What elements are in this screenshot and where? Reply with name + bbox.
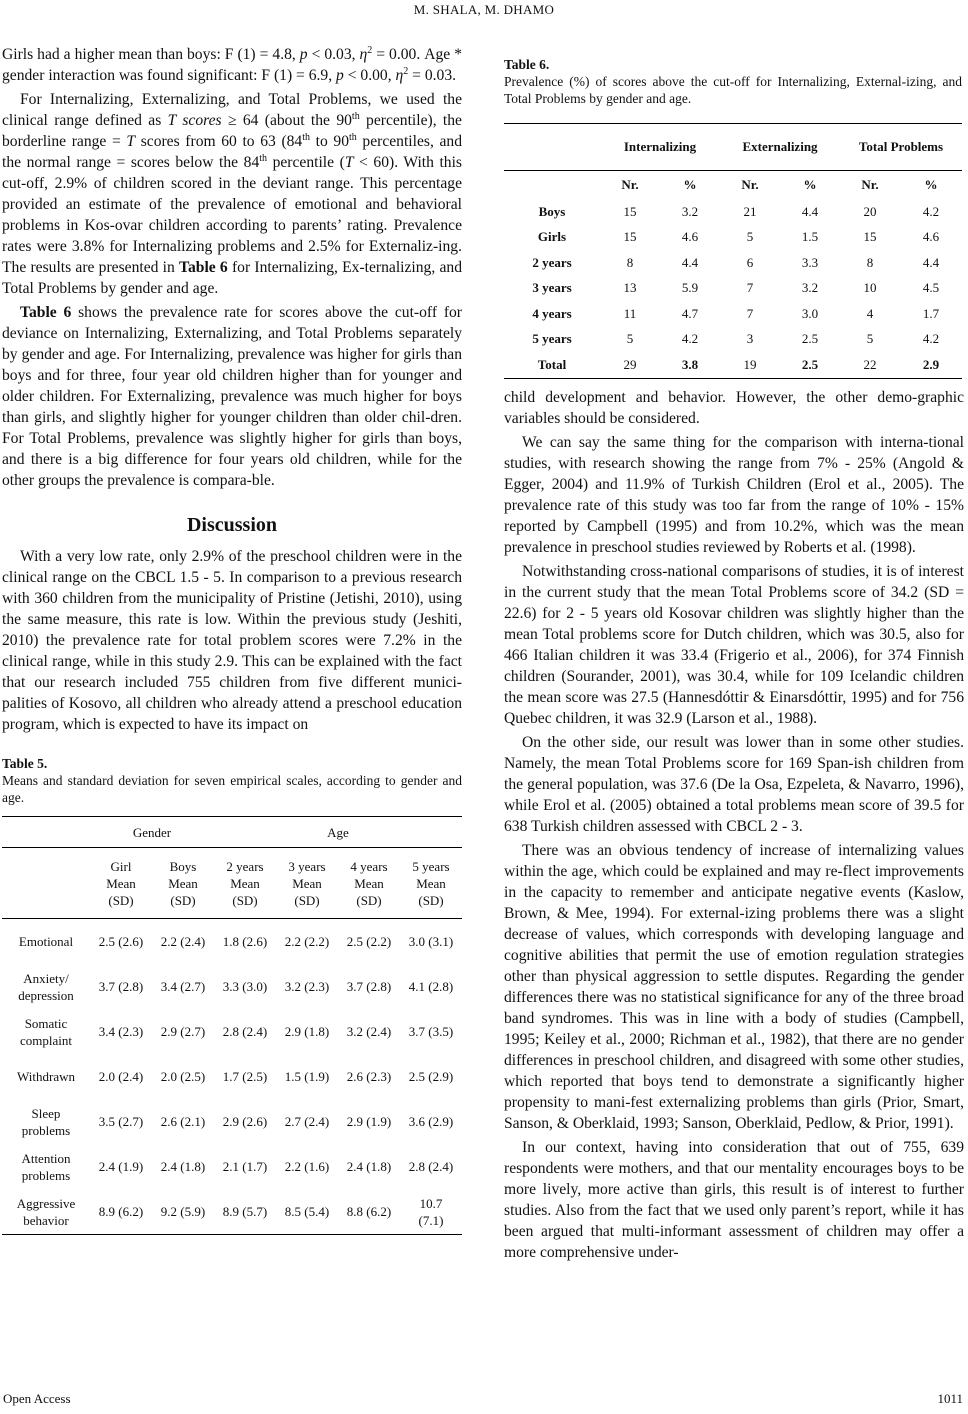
table6-row-label: 5 years [532,331,572,347]
table5-description: Means and standard deviation for seven empirical scales, according to gender and age. [2,773,462,805]
footer-open-access: Open Access [3,1391,71,1406]
table5-cell: 8.9 (6.2) [90,1189,152,1235]
table6-cell: 3.0 [801,305,819,321]
table5-row-label [2,1099,90,1144]
table6-cell: 4.4 [681,254,699,270]
table5-column-header [214,848,276,919]
table5-row-label-line: Withdrawn [17,1069,75,1084]
table5-column-header-line: Mean [230,875,260,891]
table-row [504,250,962,276]
table5-column-header-line: (SD) [232,892,258,908]
table6-cell: 4 [866,305,874,321]
table5-cell: 2.4 (1.9) [98,1159,144,1174]
table5-column-header-line: Mean [168,875,198,891]
table5-cell: 2.7 (2.4) [284,1114,330,1129]
table6-cell: 4.4 [922,254,940,270]
table6-row-label: 3 years [532,280,572,296]
table5-row-label [2,1144,90,1189]
table-row [2,1144,462,1189]
table5-column-header-line: Mean [416,875,446,891]
table5-cell: 9.2 (5.9) [152,1189,214,1235]
paragraph: With a very low rate, only 2.9% of the preschool children were in the clinical range on the CBCL 1.5 - 5. In comparison to a previous research with 360 children from the municipality of Pristine (Jetishi, 2010), using the same measure, this rate is low. Within the previous study (Jeshiti, 2010) the prevalence rate for total problem scores were 7.2% in the clinical range, while in this study 2.9. This can be explained with the fact that our research included 755 children from five different munici-palities of Kosovo, all children who already attend a preschool education program, which is expected to have its impact on [2,548,462,733]
table5-cell: 2.2 (2.2) [284,934,330,949]
table5-row-label-line: Anxiety/ [23,970,69,986]
table5-cell: 2.9 (2.6) [222,1114,268,1129]
table6-cell: 5 [746,229,754,245]
table5-column-header-line: 4 years [350,858,388,874]
table5-row-label-line: problems [21,1122,71,1138]
table5-row-label-line: problems [21,1167,71,1183]
table5-row-label [2,919,90,965]
table6-cell: 6 [746,254,754,270]
table-row [2,964,462,1009]
table6-sub-header: % [803,177,817,192]
table5-cell: 8.5 (5.4) [276,1189,338,1235]
table5-cell: 1.8 (2.6) [222,934,268,949]
table-row [504,301,962,327]
table6-group-header: Total Problems [840,124,962,171]
table6-block [504,56,962,379]
table5-cell: 8.9 (5.7) [214,1189,276,1235]
table6-cell: 22 [840,352,900,378]
table5-column-header [276,848,338,919]
paragraph: Notwithstanding cross-national comparisons of studies, it is of interest in the current study that the mean Total Problems score of 34.2 (SD = 22.6) for 2 - 5 years old Kosovar children was slightly higher than the mean Total problems score for Dutch children, which was 30.5, also for 466 Italian children it was 33.4 (Frigerio et al., 2006), for 374 Finnish children (Sourander, 2001), was 30.4, while for 109 Icelandic children the mean score was 27.5 (Hannesdóttir & Einarsdóttir, 1995) and for 756 Quebec children, it was 32.9 (Larson et al., 1988). [504,563,964,727]
table5-cell: 2.5 (2.6) [98,934,144,949]
table-row [504,199,962,225]
right-column [504,387,964,1263]
table-row [504,276,962,302]
table5-row-label [2,1054,90,1099]
table5-column-header-line: Boys [169,858,197,874]
table5-cell: 3.6 (2.9) [408,1114,454,1129]
table6-row-label: Girls [537,229,567,245]
table6-cell: 1.7 [922,305,940,321]
table5-column-header-line: Mean [354,875,384,891]
table-row [504,327,962,353]
table5-cell: 2.5 (2.2) [346,934,392,949]
table6-cell: 8 [866,254,874,270]
table5-cell: 2.9 (2.7) [160,1024,206,1039]
table5-cell: 3.7 (2.8) [346,979,392,994]
table6-cell: 4.7 [681,305,699,321]
table6-corner [504,171,600,200]
table6-row-label: Total [504,352,600,378]
table5-cell: 2.8 (2.4) [222,1024,268,1039]
table5-caption: Table 5. [2,756,48,771]
paragraph: We can say the same thing for the comparison with interna-tional studies, with research showing the range from 7% - 25% (Angold & Egger, 2004) and 11.9% of Turkish Children (Erol et al., 2005). The prevalence rate of this study was too far from the range of 10% - 15% reported by Campbell (1995) and from 10.2%, which was the mean prevalence in preschool studies reviewed by Roberts et al. (1998). [504,434,964,556]
paragraph: On the other side, our result was lower than in some other studies. Namely, the mean Total Problems score for 169 Span-ish children from the general population, was 37.6 (De la Osa, Ezpeleta, & Navarro, 1996), while Erol et al. (2005) obtained a total problems mean score of 39.5 for 638 Turkish children assessed with CBCL 2 - 3. [504,734,964,835]
table6-cell: 29 [600,352,660,378]
table-row [504,352,962,378]
table6-corner [504,124,600,171]
table6-cell: 4.5 [922,280,940,296]
table5-cell: 2.8 (2.4) [408,1159,454,1174]
table5-column-header [338,848,400,919]
table6-group-header: Externalizing [720,124,840,171]
table6-cell: 5.9 [681,280,699,296]
table5-cell: 3.7 (3.5) [408,1024,454,1039]
table5-row-label-line: Emotional [18,934,74,949]
table-row [2,1189,462,1235]
table6-cell: 11 [623,305,637,321]
table-row [2,919,462,965]
table5-row-label-line: complaint [20,1032,72,1048]
paragraph: For Internalizing, Externalizing, and Total Problems, we used the clinical range defined as T scores ≥ 64 (about the 90th percentile), the borderline range = T scores from 60 to 63 (84th to 90th percentiles, and the normal range = scores below the 84th percentile (T < 60). With this cut-off, 2.9% of children scored in the deviant range. This percentage provided an estimate of the prevalence of emotional and behavioral problems in Kos-ovar children according to parents’ rating. Prevalence rates were 3.8% for Internalizing problems and 2.5% for Externaliz-ing. The results are presented in Table 6 for Internalizing, Ex-ternalizing, and Total Problems by gender and age. [2,91,462,297]
table6-cell: 15 [623,229,637,245]
table5-column-header-line: 5 years [412,858,450,874]
table5-cell: 1.7 (2.5) [222,1069,268,1084]
running-head: M. SHALA, M. DHAMO [413,2,555,17]
table6-cell: 2.5 [801,331,819,347]
table6-sub-header: % [924,177,938,192]
paragraph: Table 6 shows the prevalence rate for scores above the cut-off for deviance on Internalizing, Externalizing, and Total Problems separately by gender and age. For Internalizing, prevalence was higher for girls than boys and for three, four year old children higher than for younger and older children. For Externalizing, prevalence was much higher for boys than girls, and slightly higher for younger children than older chil-dren. For Total Problems, prevalence was slightly higher for girls than boys, and there is a big difference for four years old children, while for the other groups the prevalence is compara-ble. [2,304,462,489]
section-heading-discussion: Discussion [186,514,278,536]
table6-cell: 4.6 [922,229,940,245]
table6-cell: 4.2 [922,331,940,347]
table5-corner [2,817,90,848]
table6-sub-header: % [683,177,697,192]
table5-row-label-line: Attention [21,1150,71,1166]
table5-row-label-line: Somatic [24,1015,68,1031]
table5-column-header-line: 3 years [288,858,326,874]
table5-cell: 3.2 (2.3) [284,979,330,994]
table5-row-label [2,1009,90,1054]
table5-cell: 3.4 (2.3) [98,1024,144,1039]
table6-group-header: Internalizing [600,124,720,171]
table-row [504,225,962,251]
table5-cell: 2.2 (2.4) [160,934,206,949]
table6-cell: 8 [626,254,634,270]
table5-row-label [2,964,90,1009]
table6-cell: 3.8 [660,352,720,378]
table-row [2,1099,462,1144]
table5-column-header-line: (SD) [356,892,382,908]
table5-column-header-line: (SD) [170,892,196,908]
table5-column-header-line: Mean [292,875,322,891]
table6-caption: Table 6. [504,57,550,72]
table5-column-header [152,848,214,919]
table5-cell: 2.2 (1.6) [284,1159,330,1174]
table5-row-label-line: depression [18,987,74,1003]
table6-cell: 4.2 [681,331,699,347]
table5-column-header-line: (SD) [418,892,444,908]
table5-group-header: Age [214,817,462,848]
table6-cell: 7 [746,305,754,321]
table5-cell: 3.3 (3.0) [222,979,268,994]
table6-sub-header: Nr. [621,177,639,192]
table6-cell: 2.5 [780,352,840,378]
table5-cell: 4.1 (2.8) [408,979,454,994]
table6-cell: 15 [623,203,637,219]
table6-cell: 4.6 [681,229,699,245]
table5 [2,816,462,1235]
table5-cell: 2.9 (1.8) [284,1024,330,1039]
table6-sub-header: Nr. [741,177,759,192]
table5-cell: 3.7 (2.8) [98,979,144,994]
paragraph: child development and behavior. However, the other demo-graphic variables should be considered. [504,389,964,427]
table5-column-header-line: (SD) [294,892,320,908]
table5-column-header [90,848,152,919]
table5-column-header-line: (SD) [108,892,134,908]
table6-cell: 20 [863,203,877,219]
table5-cell: 3.0 (3.1) [408,934,454,949]
table5-row-label [2,1189,90,1235]
table5-group-header: Gender [90,817,214,848]
table5-cell: 3.5 (2.7) [98,1114,144,1129]
paragraph: There was an obvious tendency of increase of internalizing values within the age, which could be explained and may re-flect improvements in the capacity to remember and anticipate negative events (Kaslow, Brown, & Mee, 1994). For external-izing problems there was a slight decrease of values, which corresponds with developing language and cognitive abilities that permit the use of emotion regulation strategies other than physical aggression to settle disputes. Regarding the gender differences there was no statistical significance for any of the three broad band syndromes. This was in line with a body of studies (Campbell, 1995; Keiley et al., 2000; Richman et al., 1982), that there are no gender differences in preschool children, and disagreed with some other studies, which reported that boys tend to demonstrate a significantly higher propensity to mani-fest externalizing problems than girls (Prior, Smart, Sanson, & Oberklaid, 1993; Sanson, Oberklaid, Pedlow, & Prior, 1991). [504,842,964,1132]
table5-row-label-line: behavior [23,1212,69,1228]
table5-column-header-line: Girl [110,858,132,874]
table6-sub-header: Nr. [861,177,879,192]
table6-cell: 3.2 [801,280,819,296]
table6-cell: 3.3 [801,254,819,270]
table6-cell: 4.4 [801,203,819,219]
table5-cell: 3.2 (2.4) [346,1024,392,1039]
table6-cell: 21 [743,203,757,219]
table5-cell: 3.4 (2.7) [160,979,206,994]
table-row [2,1009,462,1054]
page-number: 1011 [937,1391,963,1406]
table5-corner [2,848,90,919]
table6-cell: 5 [626,331,634,347]
table5-cell: 8.8 (6.2) [338,1189,400,1235]
table6-cell: 2.9 [900,352,962,378]
table5-row-label-line: Sleep [31,1105,61,1121]
paragraph: Girls had a higher mean than boys: F (1) = 4.8, p < 0.03, $\eta^2 = 0.00$. Age * gender interaction was found significant: F (1) = 6.9, p < 0.00, $\eta^2 = 0.03$. [2,44,462,84]
table6-description: Prevalence (%) of scores above the cut-off for Internalizing, External-izing, and Total Problems by gender and age. [504,74,962,106]
table6-cell: 5 [866,331,874,347]
table6-cell: 19 [720,352,780,378]
table-row [2,1054,462,1099]
table5-cell: 2.0 (2.5) [160,1069,206,1084]
table6-cell: 7 [746,280,754,296]
table5-cell: 2.0 (2.4) [98,1069,144,1084]
table5-cell: 2.4 (1.8) [346,1159,392,1174]
table6-cell: 10 [863,280,877,296]
table5-cell: 1.5 (1.9) [284,1069,330,1084]
table5-column-header-line: Mean [106,875,136,891]
table6-row-label: 2 years [532,254,572,270]
table5-column-header [400,848,462,919]
table6 [504,123,962,379]
table5-cell: 2.1 (1.7) [222,1159,268,1174]
table5-cell: 2.5 (2.9) [408,1069,454,1084]
table5-row-label-line: Aggressive [16,1195,76,1211]
paragraph: In our context, having into consideration that out of 755, 639 respondents were mothers, and that our mentality encourages boys to be more lively, more active than girls, this result is of interest to further studies. Also from the fact that we used only parent’s report, while it has been argued that multi-informant assessment of children may offer a more comprehensive under- [504,1139,964,1261]
table6-cell: 3 [746,331,754,347]
table6-cell: 1.5 [801,229,819,245]
table5-column-header-line: 2 years [226,858,264,874]
table6-cell: 3.2 [681,203,699,219]
table6-row-label: 4 years [532,305,572,321]
table6-row-label: Boys [538,203,566,219]
table5-cell: 2.6 (2.3) [346,1069,392,1084]
table6-cell: 13 [623,280,637,296]
table5-cell: 2.9 (1.9) [346,1114,392,1129]
table5-cell: 10.7 (7.1) [400,1189,462,1235]
left-column [2,44,462,1235]
table5-cell: 2.6 (2.1) [160,1114,206,1129]
table6-cell: 4.2 [922,203,940,219]
table5-cell: 2.4 (1.8) [160,1159,206,1174]
table6-cell: 15 [863,229,877,245]
